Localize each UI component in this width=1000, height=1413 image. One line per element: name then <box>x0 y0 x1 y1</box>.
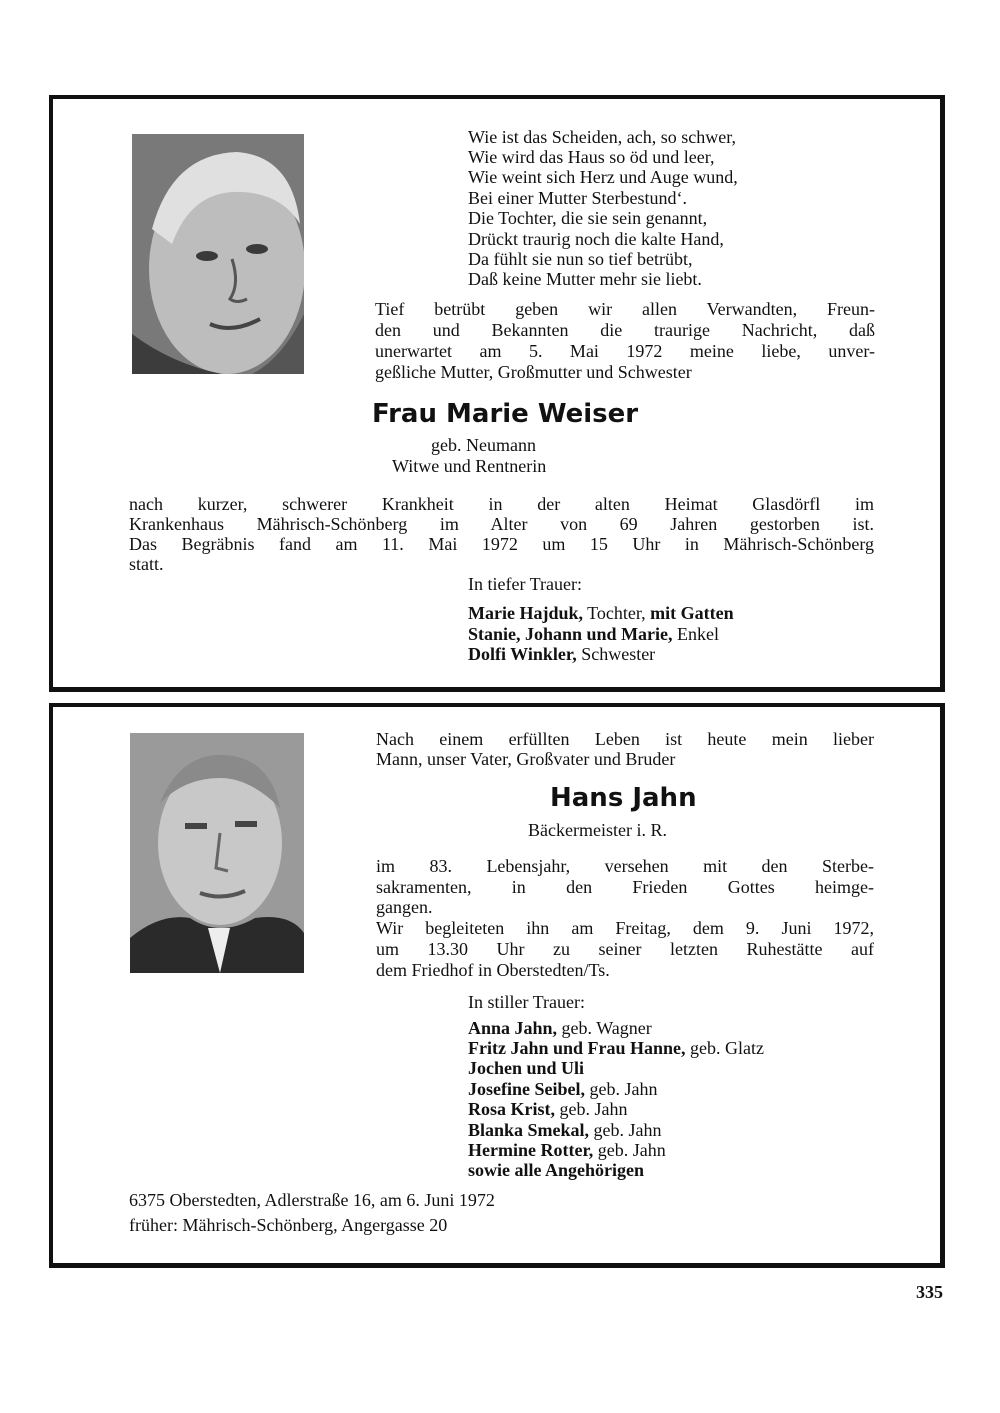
mourner-relation: geb. Glatz <box>685 1038 764 1058</box>
mourner-name: Josefine Seibel, <box>468 1079 585 1099</box>
mourner-relation: Schwester <box>576 644 656 664</box>
mourner-relation: Tochter, <box>583 603 651 623</box>
mourner-relation: geb. Jahn <box>589 1120 662 1140</box>
mourner-line <box>468 1120 662 1141</box>
birth-name: geb. Neumann <box>431 435 536 455</box>
body-line: gangen. <box>376 897 433 917</box>
poem-line: Wie weint sich Herz und Auge wund, <box>468 167 738 187</box>
mourner-line <box>468 1018 652 1039</box>
poem-line: Drückt traurig noch die kalte Hand, <box>468 229 724 249</box>
body-line: Krankenhaus Mährisch-Schönberg im Alter von 69 Jahren gestorben ist. <box>129 514 874 534</box>
intro-line: Nach einem erfüllten Leben ist heute mein lieber <box>376 729 874 749</box>
occupation: Witwe und Rentnerin <box>392 456 547 476</box>
mourner-line <box>468 1079 657 1100</box>
poem-line: Da fühlt sie nun so tief betrübt, <box>468 249 693 269</box>
mourning-header: In tiefer Trauer: <box>468 574 582 594</box>
obituary-notice-hans-jahn <box>49 703 945 1268</box>
intro-line: Tief betrübt geben wir allen Verwandten, Freun- <box>375 299 875 319</box>
mourner-relation: Enkel <box>672 624 720 644</box>
mourner-name: Stanie, Johann und Marie, <box>468 624 673 644</box>
portrait-photo-marie-weiser <box>132 134 304 374</box>
mourner-name: mit Gatten <box>650 603 734 623</box>
address-line: 6375 Oberstedten, Adlerstraße 16, am 6. Juni 1972 <box>129 1190 495 1210</box>
body-line: im 83. Lebensjahr, versehen mit den Sterbe- <box>376 856 874 876</box>
poem-line: Wie ist das Scheiden, ach, so schwer, <box>468 127 736 147</box>
mourner-name: Rosa Krist, <box>468 1099 555 1119</box>
body-line: Wir begleiteten ihn am Freitag, dem 9. Juni 1972, <box>376 918 874 938</box>
mourner-relation: geb. Wagner <box>557 1018 652 1038</box>
intro-line: den und Bekannten die traurige Nachricht, daß <box>375 320 875 340</box>
mourner-line <box>468 1140 666 1161</box>
body-line: dem Friedhof in Oberstedten/Ts. <box>376 960 610 980</box>
body-line: statt. <box>129 554 164 574</box>
deceased-name: Frau Marie Weiser <box>372 399 639 429</box>
mourner-name: Marie Hajduk, <box>468 603 583 623</box>
body-line: sakramenten, in den Frieden Gottes heimge- <box>376 877 874 897</box>
portrait-photo-hans-jahn <box>130 733 304 973</box>
mourner-relation: geb. Jahn <box>593 1140 666 1160</box>
intro-line: Mann, unser Vater, Großvater und Bruder <box>376 749 676 769</box>
address-line: früher: Mährisch-Schönberg, Angergasse 20 <box>129 1215 448 1235</box>
body-line: nach kurzer, schwerer Krankheit in der alten Heimat Glasdörfl im <box>129 494 874 514</box>
intro-line: unerwartet am 5. Mai 1972 meine liebe, unver- <box>375 341 875 361</box>
body-line: Das Begräbnis fand am 11. Mai 1972 um 15 Uhr in Mährisch-Schönberg <box>129 534 874 554</box>
mourner-name: sowie alle Angehörigen <box>468 1160 644 1180</box>
deceased-name: Hans Jahn <box>550 783 697 813</box>
mourner-line <box>468 1058 584 1079</box>
poem-line: Bei einer Mutter Sterbestund‘. <box>468 188 687 208</box>
mourner-name: Dolfi Winkler, <box>468 644 577 664</box>
body-line: um 13.30 Uhr zu seiner letzten Ruhestätte auf <box>376 939 874 959</box>
mourner-line <box>468 624 719 645</box>
mourner-relation: geb. Jahn <box>555 1099 628 1119</box>
mourning-header: In stiller Trauer: <box>468 992 585 1012</box>
mourner-line <box>468 1099 627 1120</box>
mourner-line <box>468 603 734 624</box>
mourner-name: Blanka Smekal, <box>468 1120 590 1140</box>
poem-line: Daß keine Mutter mehr sie liebt. <box>468 269 702 289</box>
intro-line: geßliche Mutter, Großmutter und Schwester <box>375 362 692 382</box>
mourner-line <box>468 644 655 665</box>
mourner-line <box>468 1038 764 1059</box>
page-number: 335 <box>916 1282 943 1302</box>
poem-line: Die Tochter, die sie sein genannt, <box>468 208 708 228</box>
mourner-name: Fritz Jahn und Frau Hanne, <box>468 1038 686 1058</box>
occupation: Bäckermeister i. R. <box>528 820 667 840</box>
mourner-name: Jochen und Uli <box>468 1058 585 1078</box>
mourner-name: Hermine Rotter, <box>468 1140 594 1160</box>
obituary-notice-marie-weiser <box>49 95 945 692</box>
mourner-name: Anna Jahn, <box>468 1018 558 1038</box>
mourner-relation: geb. Jahn <box>585 1079 658 1099</box>
poem-line: Wie wird das Haus so öd und leer, <box>468 147 715 167</box>
mourner-line <box>468 1160 644 1181</box>
